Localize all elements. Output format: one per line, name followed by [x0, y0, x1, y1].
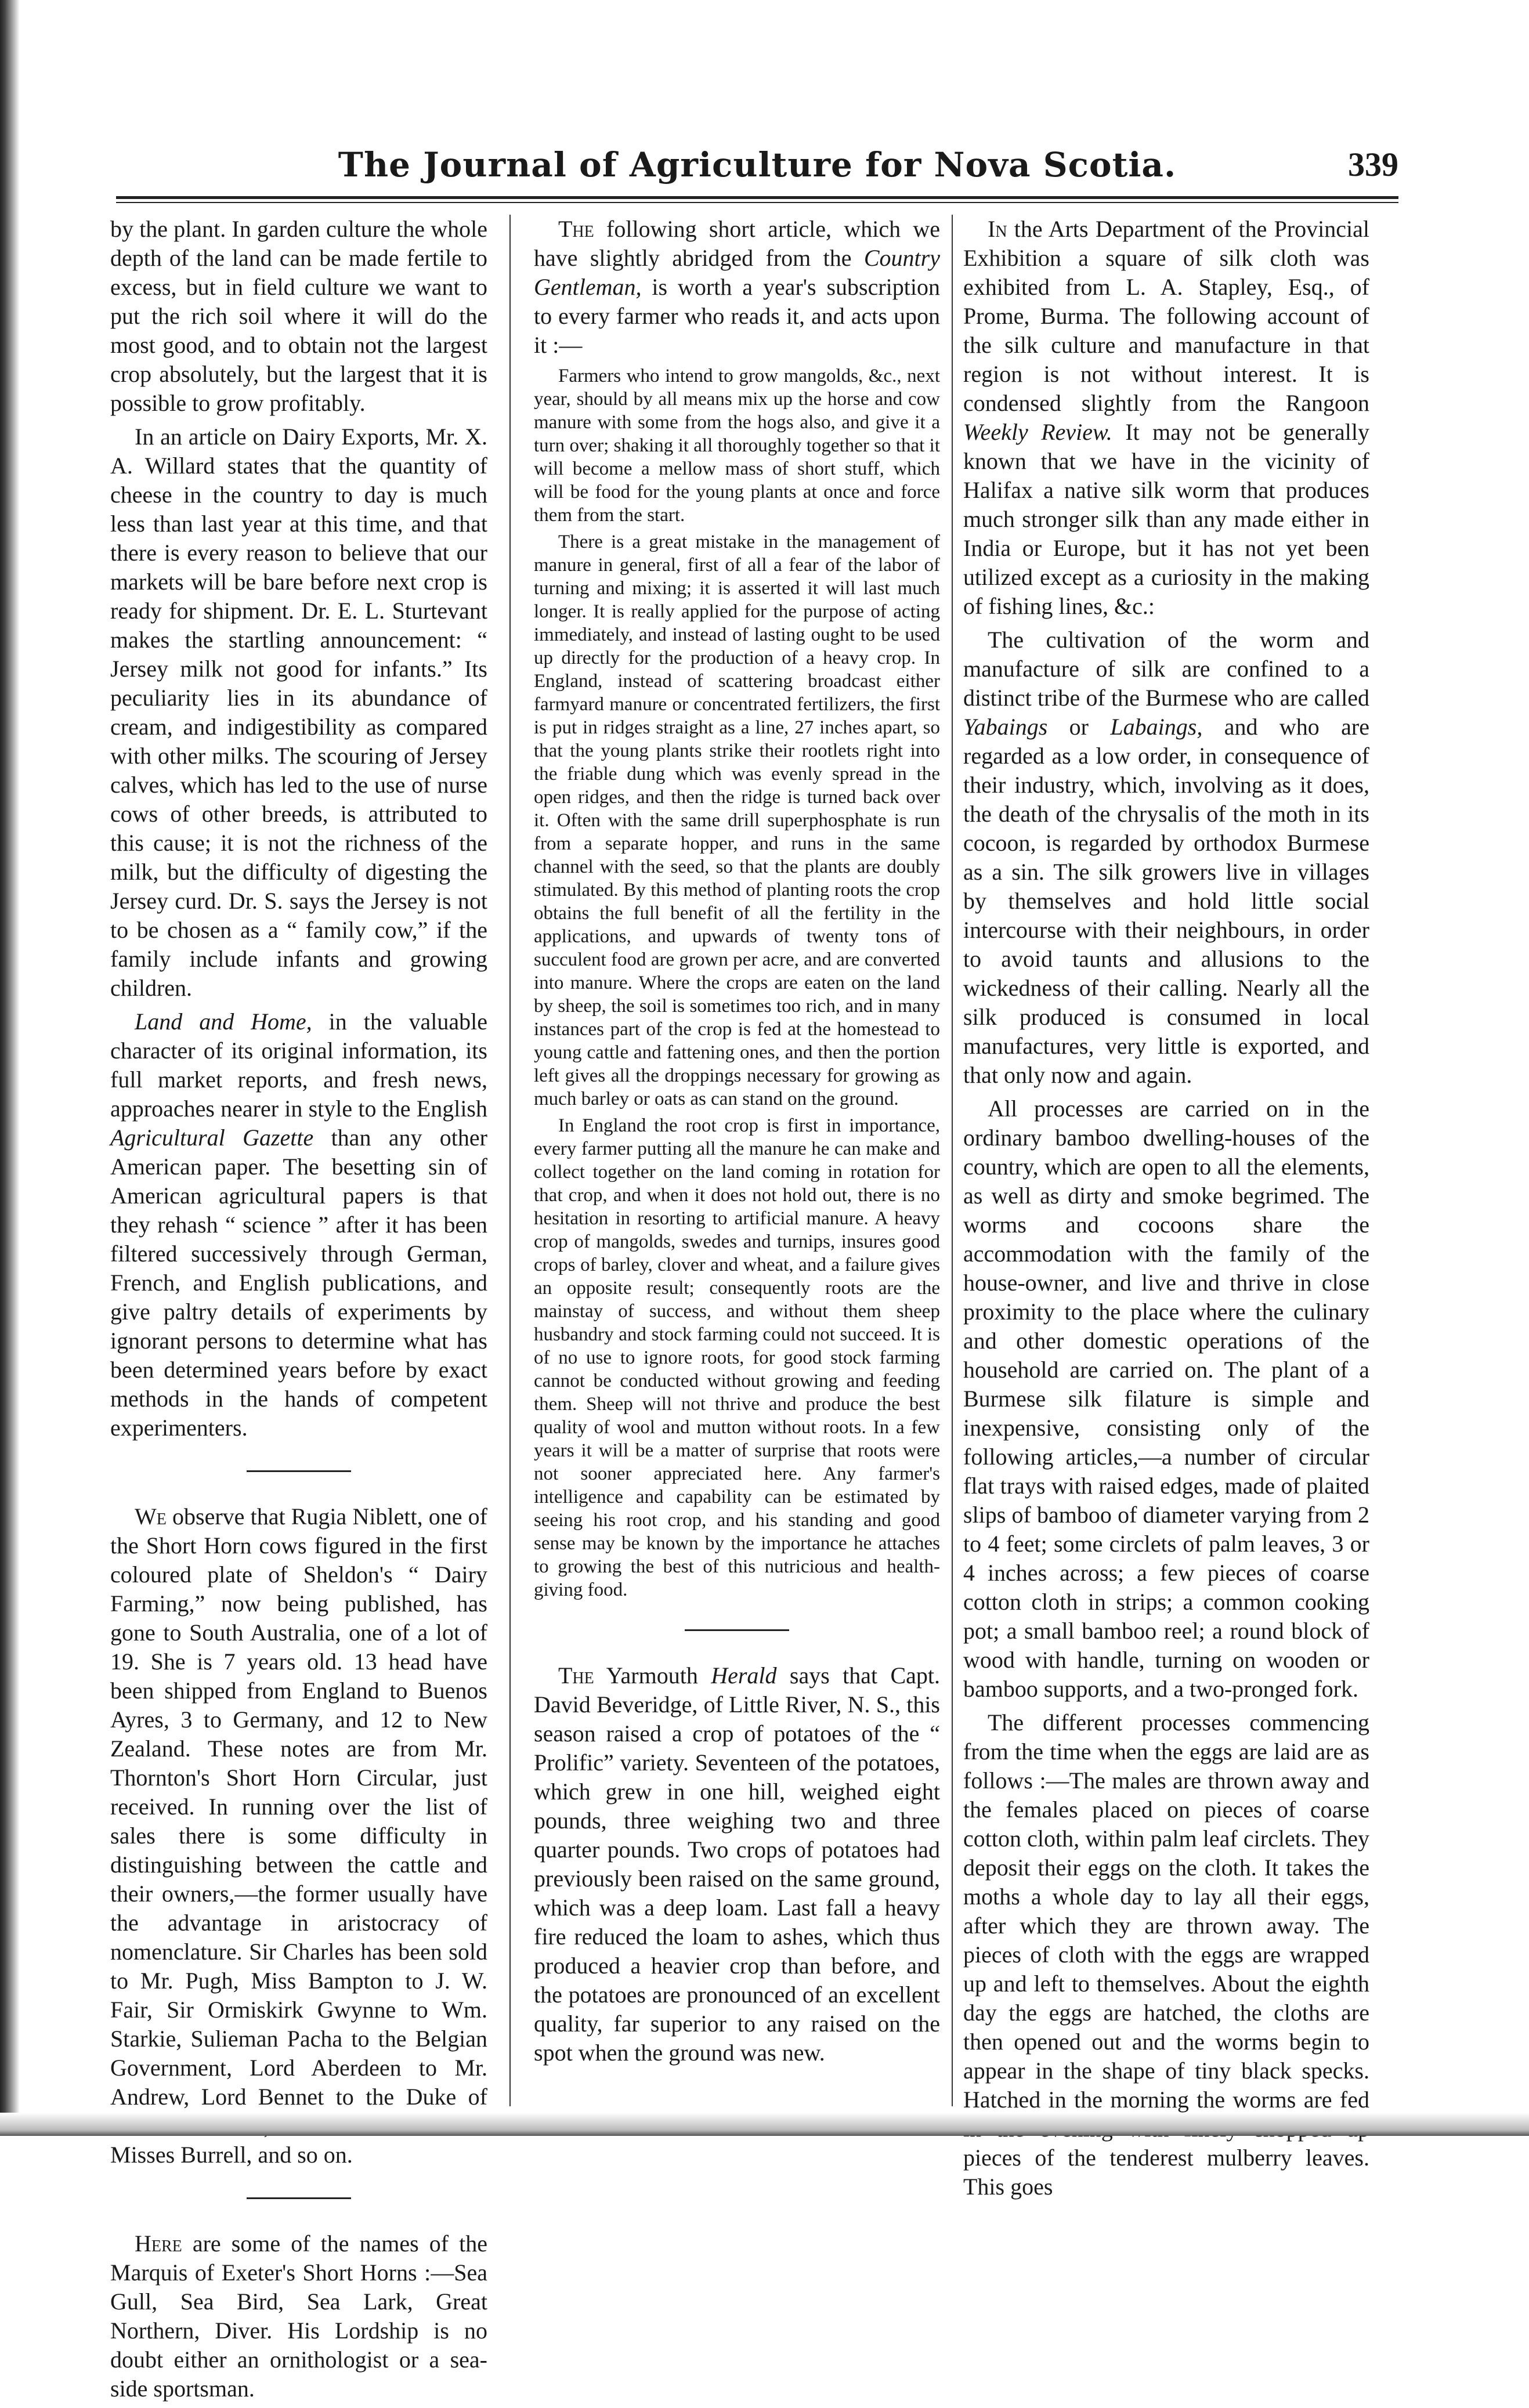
- text: in the valuable character of its original information, its full market reports, and fresh news, approaches nearer in style to the English: [110, 1008, 488, 1122]
- text: observe that Rugia Niblett, one of the Short Horn cows figured in the first coloured plate of Sheldon's “ Dairy Farming,” now being published, has gone to South Australia, one of a lot of 19. She is 7 years old. 13 head have been shipped from England to Buenos Ayres, 3 to Germany, and 12 to New Zealand. These notes are from Mr. Thornton's Short Horn Circular, just received. In running over the list of sales there is some difficulty in distinguishing between the cattle and their owners,—the former usually have the advantage in aristocracy of nomenclature. Sir Charles has been sold to Mr. Pugh, Miss Bampton to J. W. Fair, Sir Ormiskirk Gwynne to Wm. Starkie, Sulieman Pacha to the Belgian Government, Lord Aberdeen to Mr. Andrew, Lord Bennet to the Duke of Misses Burrell, and so on.: [110, 1503, 487, 2168]
- text: or: [1047, 714, 1111, 740]
- publication-name: Herald: [711, 1662, 777, 1689]
- lead-word: The: [558, 216, 594, 242]
- column-divider: [952, 215, 953, 2106]
- publication-name: Land and Home,: [135, 1008, 312, 1035]
- publication-name: Weekly Review.: [963, 419, 1112, 445]
- article-separator: [685, 1629, 789, 1631]
- text: is worth a year's subscription to every farmer who reads it, and acts upon it :—: [534, 274, 940, 358]
- publication-name: Agricultural Gazette: [110, 1125, 314, 1151]
- text: following short article, which we have slightly abridged from the: [534, 216, 940, 271]
- paragraph: The different processes commencing from the time when the eggs are laid are as follows :—The males are thrown away and the females placed on pieces of coarse cotton cloth, within palm leaf circlets. They deposit their eggs on the cloth. It takes the moths a whole day to lay all their eggs, after which they are thrown away. The pieces of cloth with the eggs are wrapped up and left to themselves. About the eighth day the eggs are hatched, the cloths are then opened out and the worms begin to appear in the shape of tiny black specks. Hatched in the morning the worms are fed pieces of the tenderest mulberry leaves. This goes: [963, 1709, 1369, 2200]
- text: says that Capt. David Beveridge, of Little River, N. S., this season raised a crop of potatoes of the “ Prolific” variety. Seventeen of the potatoes, which grew in one hill, weighed eight pounds, three weighing two and three quarter pounds. Two crops of potatoes had previously been raised on the same ground, which was a deep loam. Last fall a heavy fire reduced the loam to ashes, which thus produced a heavier crop than before, and the potatoes are pronounced of an excellent quality, far superior to any raised on the spot when the ground was new.: [534, 1662, 940, 2066]
- lead-word: In: [988, 216, 1007, 242]
- page-number: 339: [1348, 146, 1398, 183]
- paragraph: [963, 215, 1369, 621]
- text: the Arts Department of the Provincial Exhibition a square of silk cloth was exhibited from L. A. Stapley, Esq., of Prome, Burma. The following account of the silk culture and manufacture in that region is not without interest. It is condensed slightly from the Rangoon: [963, 216, 1369, 416]
- lead-word: The: [558, 1662, 594, 1689]
- article-separator: [247, 2197, 351, 2199]
- header-rule-thin: [116, 202, 1398, 203]
- text: are some of the names of the Marquis of Exeter's Short Horns :—Sea Gull, Sea Bird, Sea Lark, Great Northern, Diver. His Lordship is no doubt either an ornithologist or a sea-side sportsman.: [110, 2230, 487, 2402]
- scan-bottom-edge: [0, 2113, 1529, 2136]
- page-header: [116, 145, 1398, 191]
- paragraph: [110, 1502, 487, 2170]
- text: The cultivation of the worm and manufacture of silk are confined to a distinct tribe of the Burmese who are called: [963, 627, 1369, 711]
- lead-word: Here: [135, 2230, 182, 2257]
- text: Yarmouth: [594, 1662, 711, 1689]
- paragraph: by the plant. In garden culture the whole depth of the land can be made fertile to excess, but in field culture we want to put the rich soil where it will do the most good, and to obtain not the largest crop absolutely, but the largest that it is possible to grow profitably.: [110, 216, 487, 416]
- paragraph: In an article on Dairy Exports, Mr. X. A. Willard states that the quantity of cheese in the country to day is much less than last year at this time, and that there is every reason to believe that our markets will be bare before next crop is ready for shipment. Dr. E. L. Sturtevant makes the startling announcement: “ Jersey milk not good for infants.” Its peculiarity lies in its abundance of cream, and indigestibility as compared with other milks. The scouring of Jersey calves, which has led to the use of nurse cows of other breeds, is attributed to this cause; it is not the richness of the milk, but the difficulty of digesting the Jersey curd. Dr. S. says the Jersey is not to be chosen as a “ family cow,” if the family include infants and growing children.: [110, 424, 487, 1001]
- paragraph: In England the root crop is first in importance, every farmer putting all the manure he can make and collect together on the land coming in rotation for that crop, and when it does not hold out, there is no hesitation in resorting to artificial manure. A heavy crop of mangolds, swedes and turnips, insures good crops of barley, clover and wheat, and a failure gives an opposite result; consequently roots are the mainstay of success, and without them sheep husbandry and stock farming could not succeed. It is of no use to ignore roots, for good stock farming cannot be conducted without growing and feeding them. Sheep will not thrive and produce the best quality of wool and mutton without roots. In a few years it will be a matter of surprise that roots were not sooner appreciated here. Any farmer's intelligence and capability can be estimated by seeing his root crop, and his standing and good sense may be known by the importance he attaches to growing the best of this nutricious and health-giving food.: [534, 1115, 940, 1600]
- paragraph: [534, 1661, 940, 2067]
- column-left: [110, 215, 487, 2408]
- column-right: [963, 215, 1369, 2206]
- paragraph: [110, 2229, 487, 2403]
- paragraph: [963, 625, 1369, 1090]
- lead-word: We: [135, 1503, 167, 1530]
- paragraph: There is a great mistake in the management of manure in general, first of all a fear of the labor of turning and mixing; it is asserted it will last much longer. It is really applied for the purpose of acting immediately, and instead of lasting ought to be used up directly for the production of a heavy crop. In England, instead of scattering broadcast either farmyard manure or concentrated fertilizers, the first is put in ridges straight as a line, 27 inches apart, so that the young plants strike their rootlets right into the friable dung which was evenly spread in the open ridges, and then the ridge is turned back over it. Often with the same drill superphosphate is run from a separate hopper, and runs in the same channel with the seed, so that the plants are doubly stimulated. By this method of planting roots the crop obtains the full benefit of all the fertility in the applications, and upwards of twenty tons of succulent food are grown per acre, and are converted into manure. Where the crops are eaten on the land by sheep, the soil is sometimes too rich, and in many instances part of the crop is fed at the homestead to young cattle and fattening ones, and then the portion left gives all the droppings necessary for growing as much barley or oats as can stand on the ground.: [534, 532, 940, 1109]
- quoted-article: [534, 364, 940, 1601]
- scan-binding-edge: [0, 0, 20, 2136]
- column-middle: [534, 215, 940, 2072]
- paragraph: All processes are carried on in the ordinary bamboo dwelling-houses of the country, which are open to all the elements, as well as dirty and smoke begrimed. The worms and cocoons share the accommodation with the family of the house-owner, and live and thrive in close proximity to the place where the culinary and other domestic operations of the household are carried on. The plant of a Burmese silk filature is simple and inexpensive, consisting only of the following articles,—a number of circular flat trays with raised edges, made of plaited slips of bamboo of diameter varying from 2 to 4 feet; some circlets of palm leaves, 3 or 4 inches across; a few pieces of coarse cotton cloth in strips; a common cooking pot; a small bamboo reel; a round block of wood with handle, turning on wooden or bamboo supports, and a two-pronged fork.: [963, 1095, 1369, 1702]
- text: It may not be generally known that we have in the vicinity of Halifax a native silk worm that produces much stronger silk than any made either in India or Europe, but it has not yet been utilized except as a curiosity in the making of fishing lines, &c.:: [963, 419, 1369, 619]
- paragraph: [110, 1007, 487, 1442]
- text: and who are regarded as a low order, in consequence of their industry, which, involving as it does, the death of the chrysalis of the moth in its cocoon, is regarded by orthodox Burmese as a sin. The silk growers live in villages by themselves and hold little social intercourse with their neighbours, in order to avoid taunts and allusions to the wickedness of their calling. Nearly all the silk produced is consumed in local manufactures, very little is exported, and that only now and again.: [963, 714, 1369, 1088]
- paragraph: Farmers who intend to grow mangolds, &c., next year, should by all means mix up the horse and cow manure with some from the hogs also, and give it a turn over; shaking it all thoroughly together so that it will become a mellow mass of short stuff, which will be food for the young plants at once and force them from the start.: [534, 366, 940, 526]
- article-separator: [247, 1470, 351, 1472]
- journal-title: The Journal of Agriculture for Nova Scotia.: [338, 145, 1177, 185]
- term: Labaings,: [1110, 714, 1203, 740]
- text: than any other American paper. The besetting sin of American agricultural papers is that they rehash “ science ” after it has been filtered successively through German, French, and English publications, and give paltry details of experiments by ignorant persons to determine what has been determined years before by exact methods in the hands of competent experimenters.: [110, 1125, 487, 1441]
- term: Yabaings: [963, 714, 1048, 740]
- publication-name: Country Gentleman,: [534, 245, 940, 300]
- paragraph: [534, 215, 940, 360]
- header-rule: [116, 196, 1398, 199]
- column-divider: [509, 215, 511, 2106]
